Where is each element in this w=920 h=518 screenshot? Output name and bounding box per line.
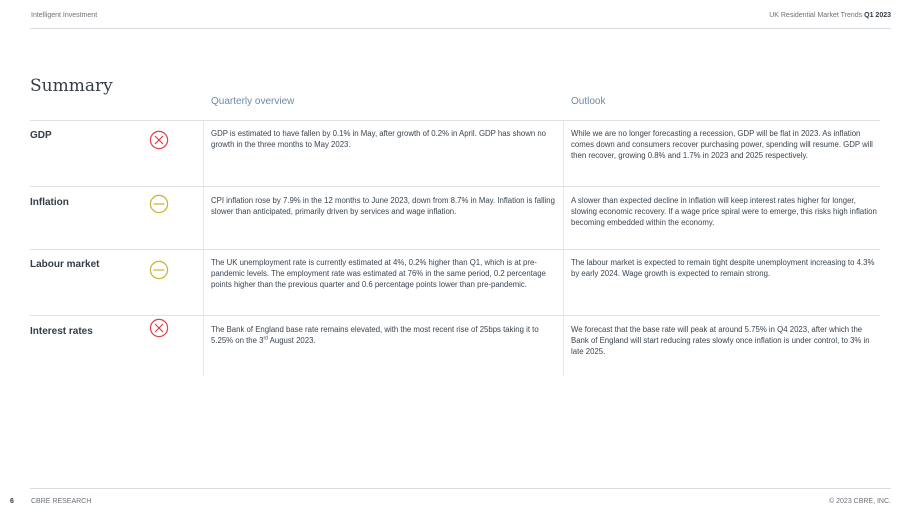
column-header-outlook: Outlook bbox=[571, 96, 606, 107]
footer-divider bbox=[30, 488, 891, 489]
inflation-overview: CPI inflation rose by 7.9% in the 12 months to June 2023, down from 8.7% in May. Inflation is falling slower than anticipated, primarily driven by services and wage inflation. bbox=[211, 196, 555, 216]
interest-rates-overview bbox=[211, 325, 561, 347]
row-label-interest-rates: Interest rates bbox=[30, 326, 93, 337]
gdp-overview: GDP is estimated to have fallen by 0.1% in May, after growth of 0.2% in April. GDP has shown no growth in the three months to May 2023. bbox=[211, 129, 547, 149]
column-divider bbox=[563, 120, 564, 376]
row-divider bbox=[30, 186, 880, 187]
row-label-inflation: Inflation bbox=[30, 197, 69, 208]
x-circle-icon bbox=[149, 130, 169, 150]
header-brand: Intelligent Investment bbox=[31, 12, 98, 19]
footer-copyright: © 2023 CBRE, INC. bbox=[829, 498, 891, 505]
labour-market-outlook: The labour market is expected to remain tight despite unemployment increasing to 4.3% by early 2024. Wage growth is expected to remain strong. bbox=[571, 258, 875, 278]
header-report-title bbox=[769, 12, 891, 19]
inflation-outlook: A slower than expected decline in inflation will keep interest rates higher for longer, slowing economic recovery. If a wage price spiral were to emerge, this risks high inflation becoming embedded within the economy. bbox=[571, 196, 877, 227]
column-divider bbox=[203, 120, 204, 376]
header-divider bbox=[30, 28, 891, 29]
report-quarter: Q1 2023 bbox=[864, 12, 891, 19]
interest-rates-outlook: We forecast that the base rate will peak at around 5.75% in Q4 2023, after which the Bank of England will start reducing rates slowly once inflation is under control, to 3% in late 2025. bbox=[571, 325, 870, 356]
row-divider bbox=[30, 249, 880, 250]
minus-circle-icon bbox=[149, 260, 169, 280]
minus-circle-icon bbox=[149, 194, 169, 214]
labour-market-overview: The UK unemployment rate is currently estimated at 4%, 0.2% higher than Q1, which is at pre-pandemic levels. The employment rate was estimated at 76% in the same period, 0.2 percentage points higher than the previous quarter and 0.6 percentage points lower than pre-pandemic. bbox=[211, 258, 546, 289]
row-divider bbox=[30, 120, 880, 121]
footer-source: CBRE RESEARCH bbox=[31, 498, 92, 505]
row-label-labour-market: Labour market bbox=[30, 259, 100, 270]
ordinal-suffix: rd bbox=[263, 335, 268, 342]
page-title: Summary bbox=[30, 76, 113, 96]
report-name: UK Residential Market Trends bbox=[769, 12, 863, 19]
x-circle-icon bbox=[149, 318, 169, 338]
overview-text: The Bank of England base rate remains elevated, with the most recent rise of 25bps taking it to 5.25% on the 3 bbox=[211, 325, 539, 345]
page-number: 6 bbox=[10, 498, 14, 505]
gdp-outlook: While we are no longer forecasting a recession, GDP will be flat in 2023. As inflation comes down and consumers recover purchasing power, spending will resume. GDP will then recover, growing 0.8% and 1.7% in 2023 and 2025 respectively. bbox=[571, 129, 873, 160]
row-divider bbox=[30, 315, 880, 316]
column-header-overview: Quarterly overview bbox=[211, 96, 295, 107]
row-label-gdp: GDP bbox=[30, 130, 52, 141]
overview-text: August 2023. bbox=[267, 335, 316, 345]
